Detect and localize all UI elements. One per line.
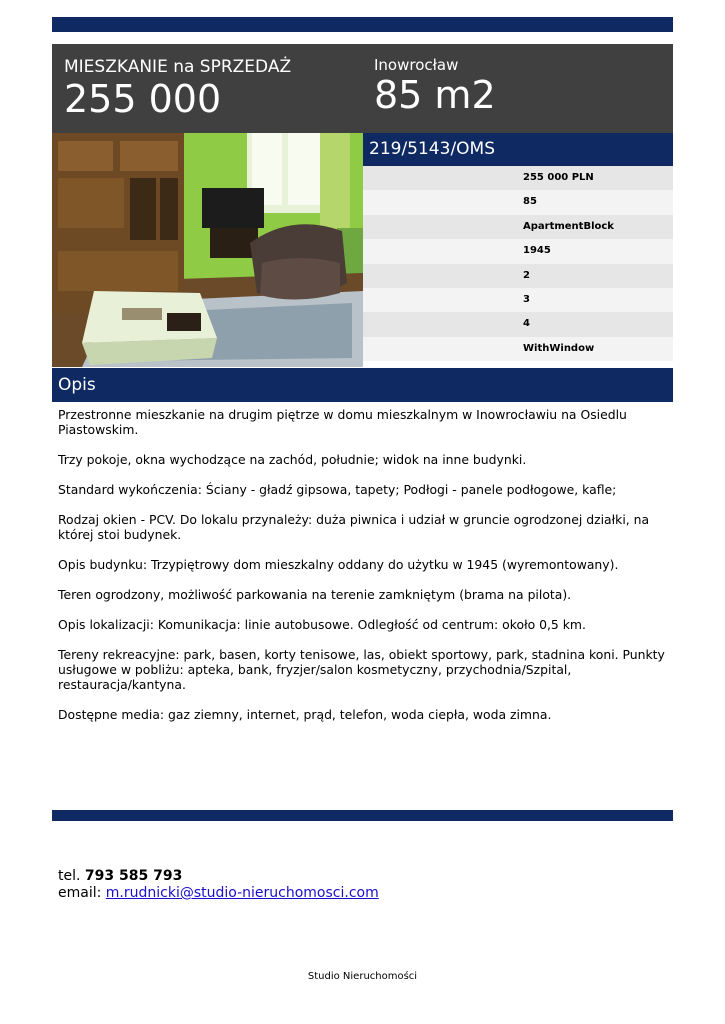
contact-block bbox=[58, 868, 379, 902]
listing-type: MIESZKANIE na SPRZEDAŻ bbox=[64, 57, 292, 77]
listing-area: 85 m2 bbox=[374, 73, 496, 117]
bottom-accent-bar bbox=[52, 810, 673, 821]
reference-number-bar bbox=[363, 133, 673, 166]
description-paragraph: Opis lokalizacji: Komunikacja: linie autobusowe. Odległość od centrum: około 0,5 km. bbox=[58, 617, 586, 632]
detail-area: 85 bbox=[363, 190, 673, 214]
description-title: Opis bbox=[58, 375, 96, 395]
apartment-photo-icon bbox=[52, 133, 363, 367]
detail-price: 255 000 PLN bbox=[363, 166, 673, 190]
description-paragraph: Przestronne mieszkanie na drugim piętrze w domu mieszkalnym w Inowrocławiu na Osiedlu Piastowskim. bbox=[58, 407, 627, 437]
description-paragraph: Dostępne media: gaz ziemny, internet, prąd, telefon, woda ciepła, woda zimna. bbox=[58, 707, 552, 722]
listing-city: Inowrocław bbox=[374, 56, 459, 74]
phone-label: tel. bbox=[58, 868, 81, 884]
detail-floor: 2 bbox=[363, 264, 673, 288]
detail-floors-total: 4 bbox=[363, 312, 673, 336]
email-label: email: bbox=[58, 885, 102, 901]
apartment-photo[interactable] bbox=[52, 133, 363, 367]
listing-header bbox=[52, 44, 673, 133]
detail-year: 1945 bbox=[363, 239, 673, 263]
email-link[interactable]: m.rudnicki@studio-nieruchomosci.com bbox=[105, 885, 379, 901]
detail-rooms: 3 bbox=[363, 288, 673, 312]
description-header bbox=[52, 368, 673, 402]
phone-number[interactable]: 793 585 793 bbox=[84, 868, 183, 884]
reference-number: 219/5143/OMS bbox=[369, 139, 496, 159]
description-paragraph: Trzy pokoje, okna wychodzące na zachód, południe; widok na inne budynki. bbox=[58, 452, 527, 467]
details-list bbox=[363, 166, 673, 361]
listing-price: 255 000 bbox=[64, 77, 222, 121]
contact-email-line bbox=[58, 885, 379, 902]
detail-building-type: ApartmentBlock bbox=[363, 215, 673, 239]
description-paragraph: Standard wykończenia: Ściany - gładź gipsowa, tapety; Podłogi - panele podłogowe, kafle; bbox=[58, 482, 617, 497]
contact-phone-line bbox=[58, 868, 379, 885]
top-accent-bar bbox=[52, 17, 673, 32]
description-paragraph: Tereny rekreacyjne: park, basen, korty tenisowe, las, obiekt sportowy, park, stadnina koni. Punkty usługowe w pobliżu: apteka, bank, fryzjer/salon kosmetyczny, przychodnia/Szpital, restauracja/kantyna. bbox=[58, 647, 665, 692]
description-paragraph: Rodzaj okien - PCV. Do lokalu przynależy: duża piwnica i udział w gruncie ogrodzonej działki, na której stoi budynek. bbox=[58, 512, 650, 542]
footer-company: Studio Nieruchomości bbox=[307, 971, 418, 982]
description-paragraph: Teren ogrodzony, możliwość parkowania na terenie zamkniętym (brama na pilota). bbox=[58, 587, 572, 602]
description-paragraph: Opis budynku: Trzypiętrowy dom mieszkalny oddany do użytku w 1945 (wyremontowany). bbox=[58, 557, 619, 572]
detail-kitchen: WithWindow bbox=[363, 337, 673, 361]
description-body bbox=[58, 407, 668, 737]
